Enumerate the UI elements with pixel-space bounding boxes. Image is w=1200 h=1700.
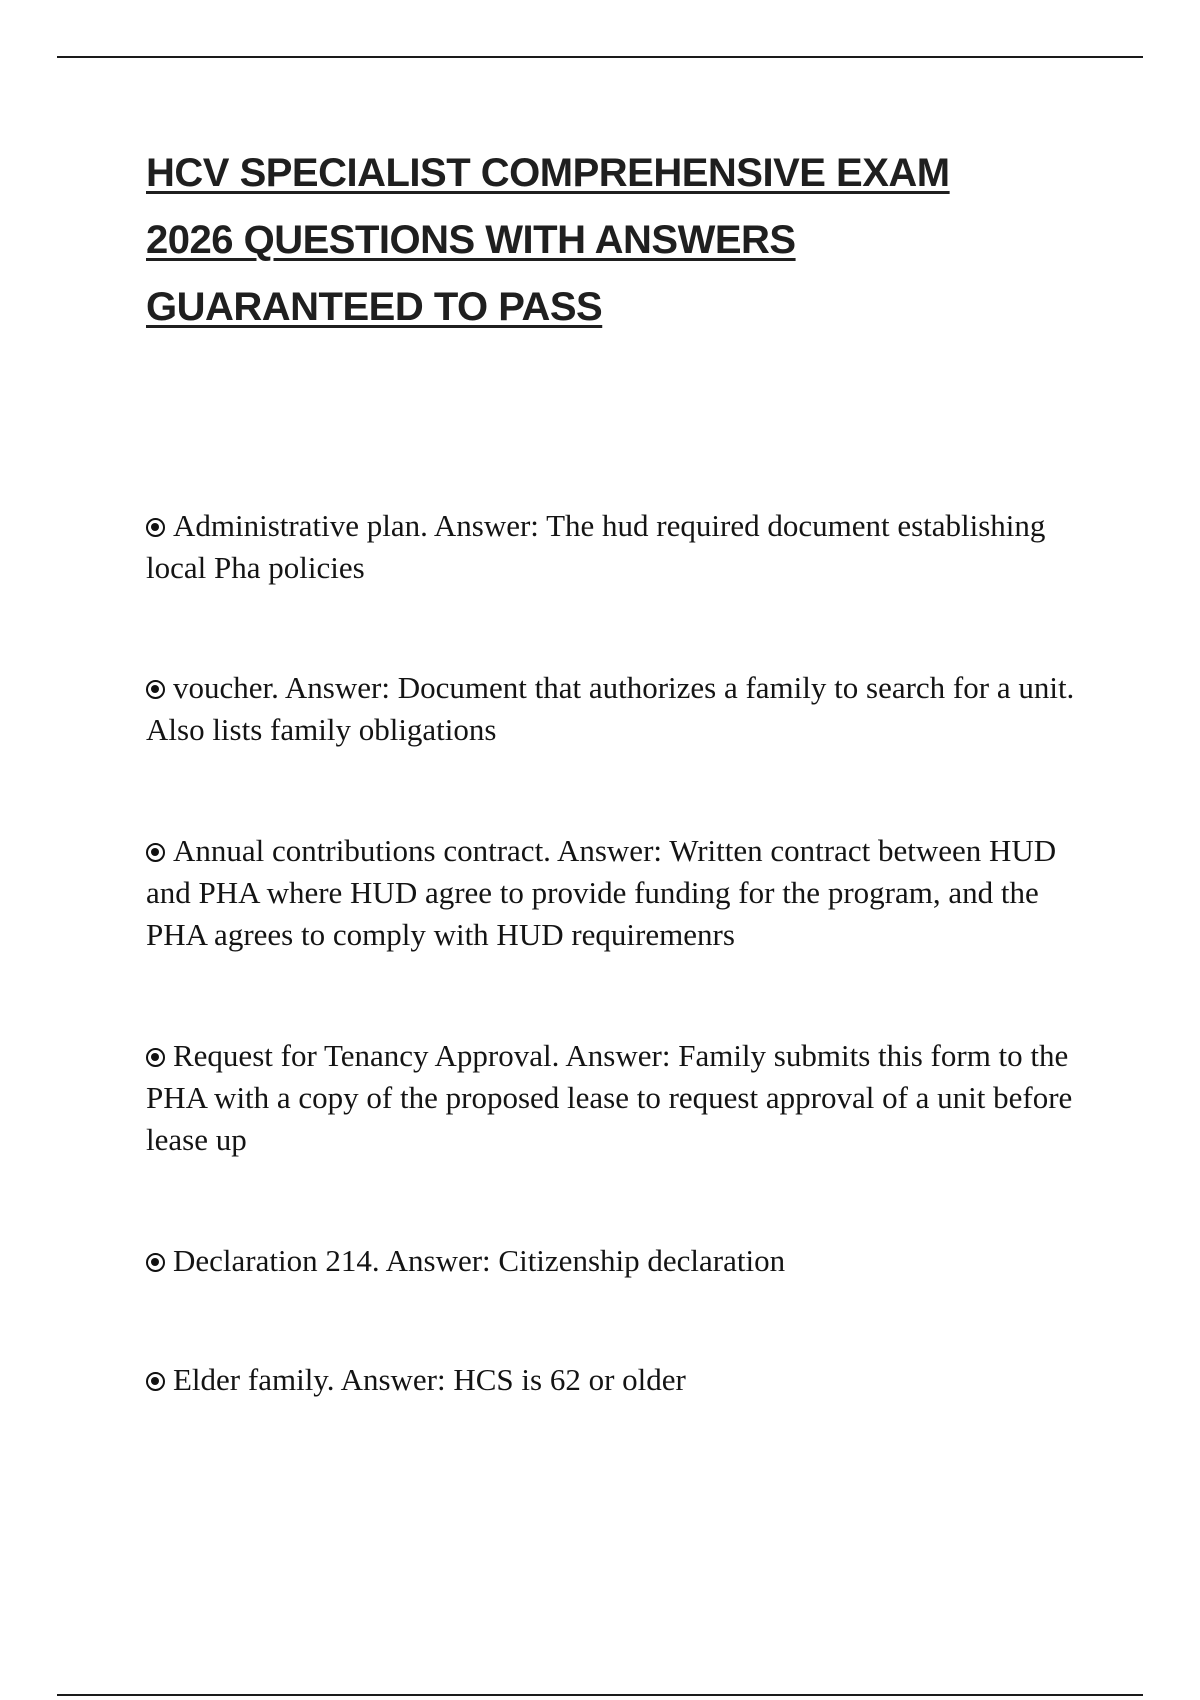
radio-bullet-icon xyxy=(146,1372,165,1391)
radio-bullet-icon xyxy=(146,518,165,537)
item-text: Declaration 214. Answer: Citizenship declaration xyxy=(173,1243,786,1278)
list-item xyxy=(146,667,1096,751)
item-text: Annual contributions contract. Answer: Written contract between HUD and PHA where HUD agree to provide funding for the program, and the PHA agrees to comply with HUD requiremenrs xyxy=(146,833,1057,952)
document-title xyxy=(146,140,1046,341)
item-text: voucher. Answer: Document that authorizes a family to search for a unit. Also lists family obligations xyxy=(146,670,1075,747)
top-divider xyxy=(57,56,1143,58)
list-item xyxy=(146,1240,1096,1282)
bottom-divider xyxy=(57,1694,1143,1696)
item-text: Elder family. Answer: HCS is 62 or older xyxy=(173,1362,686,1397)
title-line-3: GUARANTEED TO PASS xyxy=(146,285,603,329)
item-text: Request for Tenancy Approval. Answer: Family submits this form to the PHA with a copy of the proposed lease to request approval of a unit before lease up xyxy=(146,1038,1073,1157)
item-text: Administrative plan. Answer: The hud required document establishing local Pha policies xyxy=(146,508,1046,585)
list-item xyxy=(146,1359,1096,1401)
list-item xyxy=(146,505,1096,589)
list-item xyxy=(146,1035,1096,1161)
list-item xyxy=(146,830,1096,956)
title-line-1: HCV SPECIALIST COMPREHENSIVE EXAM xyxy=(146,151,950,195)
title-line-2: 2026 QUESTIONS WITH ANSWERS xyxy=(146,218,796,262)
radio-bullet-icon xyxy=(146,680,165,699)
radio-bullet-icon xyxy=(146,1253,165,1272)
radio-bullet-icon xyxy=(146,843,165,862)
radio-bullet-icon xyxy=(146,1048,165,1067)
